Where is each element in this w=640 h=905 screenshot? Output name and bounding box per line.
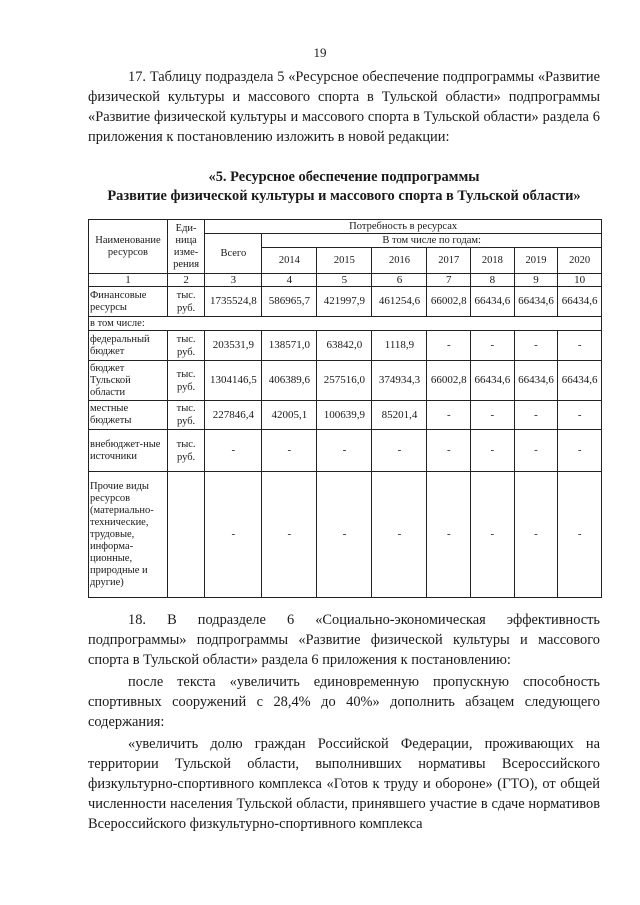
cell-value: -	[372, 430, 427, 472]
section-heading	[88, 168, 600, 206]
cell-value: -	[514, 430, 558, 472]
cell-value: 42005,1	[262, 401, 317, 430]
header-year: 2017	[427, 248, 471, 274]
column-number: 10	[558, 274, 602, 287]
row-name: внебюджет-ные источники	[89, 430, 168, 472]
table-row	[89, 331, 602, 361]
cell-value: 66002,8	[427, 361, 471, 401]
row-name: местные бюджеты	[89, 401, 168, 430]
table-row	[89, 472, 602, 598]
table-row	[89, 430, 602, 472]
cell-value: 406389,6	[262, 361, 317, 401]
row-name: федеральный бюджет	[89, 331, 168, 361]
cell-value: 227846,4	[205, 401, 262, 430]
cell-value: 203531,9	[205, 331, 262, 361]
cell-value: 374934,3	[372, 361, 427, 401]
paragraph-after-text: после текста «увеличить единовременную пропускную способность спортивных сооружений с 28,4% до 40%» дополнить абзацем следующего содержания:	[88, 674, 600, 730]
cell-value: 66434,6	[514, 287, 558, 317]
header-by-years: В том числе по годам:	[262, 234, 602, 248]
cell-value: -	[471, 401, 515, 430]
cell-value: -	[558, 401, 602, 430]
cell-value: 1118,9	[372, 331, 427, 361]
row-unit: тыс. руб.	[167, 287, 204, 317]
column-number: 3	[205, 274, 262, 287]
cell-value: 66434,6	[471, 361, 515, 401]
cell-value: -	[262, 472, 317, 598]
header-need: Потребность в ресурсах	[205, 220, 602, 234]
cell-value: -	[471, 472, 515, 598]
header-total: Всего	[205, 234, 262, 274]
row-unit: тыс. руб.	[167, 361, 204, 401]
column-number: 5	[317, 274, 372, 287]
row-name: Прочие виды ресурсов (материально-технические, трудовые, информа-ционные, природные и другие)	[89, 472, 168, 598]
row-unit: тыс. руб.	[167, 401, 204, 430]
cell-value: 461254,6	[372, 287, 427, 317]
row-name: Финансовые ресурсы	[89, 287, 168, 317]
paragraph-18: 18. В подразделе 6 «Социально-экономическая эффективность подпрограммы» подпрограммы «Развитие физической культуры и массового спорта в Тульской области» раздела 6 приложения к постановлению:	[88, 612, 600, 668]
column-number: 4	[262, 274, 317, 287]
table-row	[89, 317, 602, 331]
column-number: 2	[167, 274, 204, 287]
cell-value: -	[427, 401, 471, 430]
cell-value: -	[262, 430, 317, 472]
cell-value: -	[514, 401, 558, 430]
cell-value: 66434,6	[558, 287, 602, 317]
cell-value: 66434,6	[514, 361, 558, 401]
cell-value: -	[427, 472, 471, 598]
table-row	[89, 361, 602, 401]
cell-value: 66434,6	[558, 361, 602, 401]
cell-value: -	[471, 331, 515, 361]
header-resource-name: Наименование ресурсов	[89, 220, 168, 274]
table-row	[89, 401, 602, 430]
cell-value: -	[205, 430, 262, 472]
resource-table	[88, 219, 602, 598]
cell-value: -	[558, 331, 602, 361]
column-number: 7	[427, 274, 471, 287]
column-number: 6	[372, 274, 427, 287]
header-year: 2020	[558, 248, 602, 274]
cell-value: 138571,0	[262, 331, 317, 361]
cell-value: -	[372, 472, 427, 598]
cell-value: -	[514, 472, 558, 598]
cell-value: -	[317, 472, 372, 598]
header-unit: Еди-ница изме-рения	[167, 220, 204, 274]
heading-line-2: Развитие физической культуры и массового спорта в Тульской области»	[107, 188, 581, 204]
page-number: 19	[313, 45, 327, 60]
row-subheading: в том числе:	[89, 317, 602, 331]
cell-value: 257516,0	[317, 361, 372, 401]
cell-value: 63842,0	[317, 331, 372, 361]
row-unit: тыс. руб.	[167, 331, 204, 361]
cell-value: 66434,6	[471, 287, 515, 317]
cell-value: 66002,8	[427, 287, 471, 317]
header-year: 2019	[514, 248, 558, 274]
cell-value: -	[427, 430, 471, 472]
column-number: 9	[514, 274, 558, 287]
row-name: бюджет Тульской области	[89, 361, 168, 401]
cell-value: 1304146,5	[205, 361, 262, 401]
cell-value: 85201,4	[372, 401, 427, 430]
header-year: 2016	[372, 248, 427, 274]
row-unit	[167, 472, 204, 598]
header-year: 2015	[317, 248, 372, 274]
cell-value: -	[317, 430, 372, 472]
cell-value: -	[471, 430, 515, 472]
cell-value: 100639,9	[317, 401, 372, 430]
cell-value: 586965,7	[262, 287, 317, 317]
cell-value: -	[427, 331, 471, 361]
paragraph-17: 17. Таблицу подраздела 5 «Ресурсное обеспечение подпрограммы «Развитие физической культуры и массового спорта в Тульской области» подпрограммы «Развитие физической культуры и массового спорта в Тульской области» раздела 6 приложения к постановлению изложить в новой редакции:	[88, 69, 600, 145]
cell-value: -	[558, 472, 602, 598]
column-number: 8	[471, 274, 515, 287]
heading-line-1: «5. Ресурсное обеспечение подпрограммы	[208, 169, 480, 185]
cell-value: 421997,9	[317, 287, 372, 317]
header-year: 2014	[262, 248, 317, 274]
paragraph-quote: «увеличить долю граждан Российской Федерации, проживающих на территории Тульской области, выполнивших нормативы Всероссийского физкультурно-спортивного комплекса «Готов к труду и обороне» (ГТО), от общей численности населения Тульской области, принявшего участие в сдаче нормативов Всероссийского физкультурно-спортивного комплекса	[88, 736, 600, 832]
cell-value: -	[514, 331, 558, 361]
row-unit: тыс. руб.	[167, 430, 204, 472]
table-row	[89, 287, 602, 317]
cell-value: -	[558, 430, 602, 472]
cell-value: -	[205, 472, 262, 598]
cell-value: 1735524,8	[205, 287, 262, 317]
column-number: 1	[89, 274, 168, 287]
header-year: 2018	[471, 248, 515, 274]
